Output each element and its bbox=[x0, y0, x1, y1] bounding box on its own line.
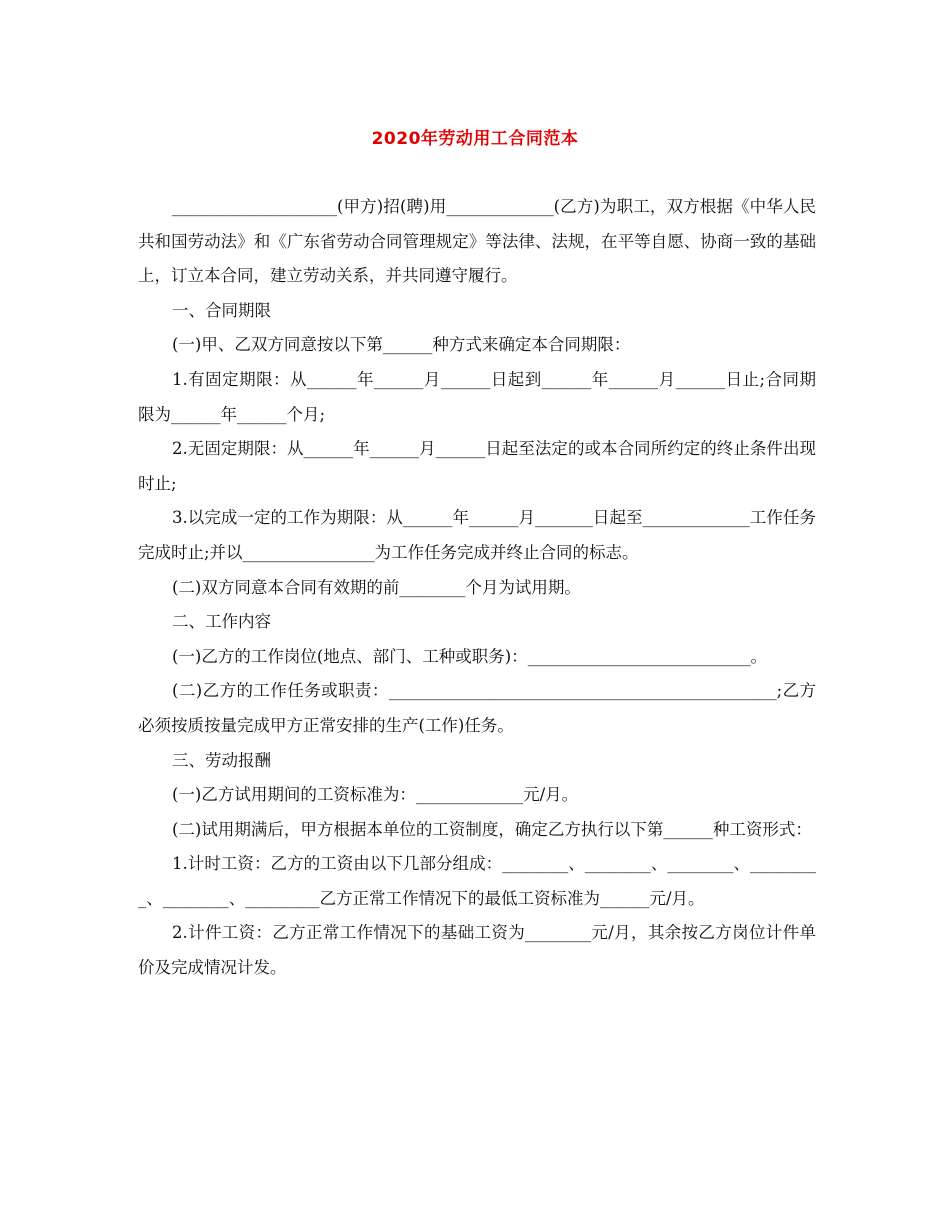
clause-paragraph: (二)双方同意本合同有效期的前________个月为试用期。 bbox=[172, 577, 581, 597]
document-title: 2020年劳动用工合同范本 bbox=[371, 129, 579, 149]
section-heading-work: 二、工作内容 bbox=[172, 612, 271, 632]
clause-paragraph: (一)甲、乙双方同意按以下第______种方式来确定本合同期限： bbox=[172, 335, 631, 355]
clause-paragraph: (一)乙方试用期间的工资标准为：_____________元/月。 bbox=[172, 785, 579, 805]
section-heading-term: 一、合同期限 bbox=[172, 300, 271, 320]
clause-paragraph: 2.无固定期限：从______年______月______日起至法定的或本合同所约定的终止条件出现时止; bbox=[138, 439, 816, 493]
document-body bbox=[138, 190, 816, 986]
clause-paragraph: (二)乙方的工作任务或职责：_______________________________________________;乙方必须按质按量完成甲方正常安排的生产(工作)任务。 bbox=[138, 681, 816, 735]
clause-paragraph: (二)试用期满后，甲方根据本单位的工资制度，确定乙方执行以下第______种工资形式： bbox=[172, 819, 812, 839]
intro-paragraph: ____________________(甲方)招(聘)用_____________(乙方)为职工，双方根据《中华人民共和国劳动法》和《广东省劳动合同管理规定》等法律、法规，在平等自愿、协商一致的基础上，订立本合同，建立劳动关系，并共同遵守履行。 bbox=[138, 197, 816, 286]
section-heading-pay: 三、劳动报酬 bbox=[172, 750, 271, 770]
clause-paragraph: 1.有固定期限：从______年______月______日起到______年______月______日止;合同期限为______年______个月; bbox=[138, 369, 816, 424]
clause-paragraph: 3.以完成一定的工作为期限：从______年______月_______日起至_____________工作任务完成时止;并以________________为工作任务完成并终止合同的标志。 bbox=[138, 508, 816, 562]
clause-paragraph: 2.计件工资：乙方正常工作情况下的基础工资为________元/月，其余按乙方岗位计件单价及完成情况计发。 bbox=[138, 923, 816, 978]
clause-paragraph: (一)乙方的工作岗位(地点、部门、工种或职务)：___________________________。 bbox=[172, 646, 767, 666]
clause-paragraph: 1.计时工资：乙方的工资由以下几部分组成：________、________、________、_________、________、_________乙方正常工作情况下的最低工资标准为______元/月。 bbox=[138, 854, 816, 908]
